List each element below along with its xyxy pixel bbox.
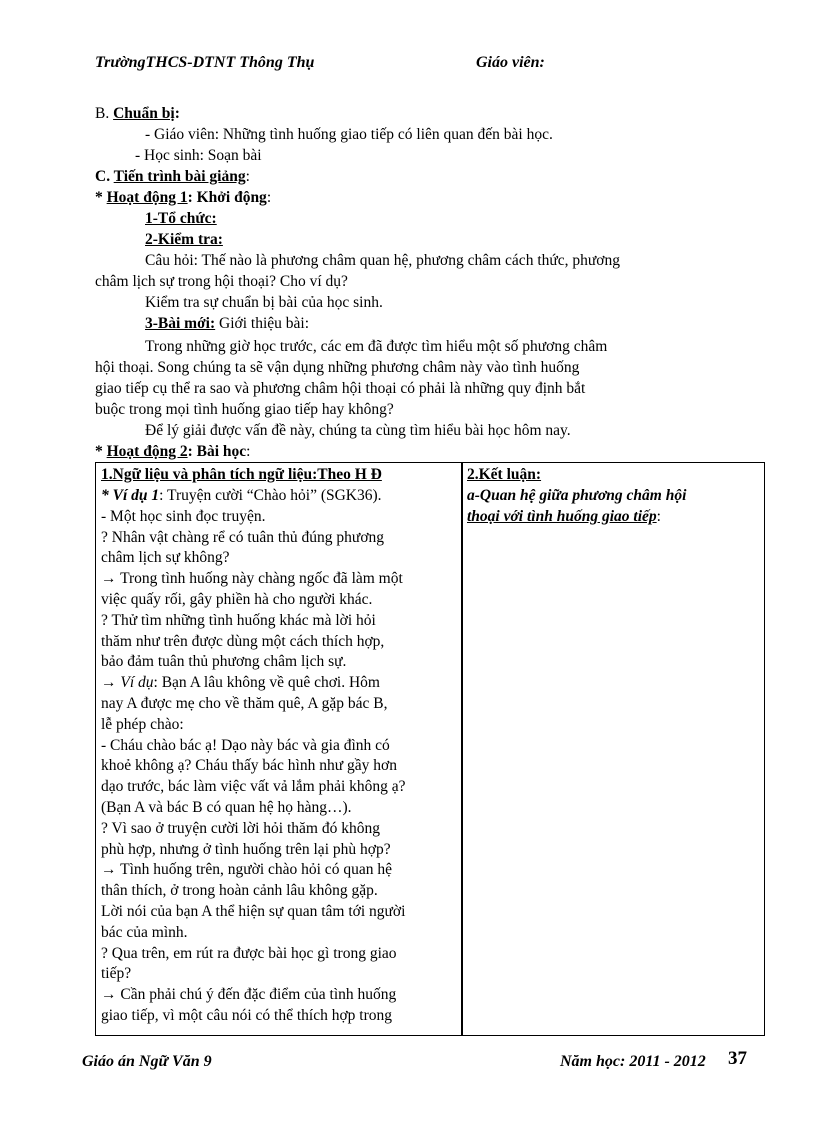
organization-heading: 1-Tổ chức: xyxy=(145,210,217,227)
intro-line-3: giao tiếp cụ thể ra sao và phương châm hội thoại có phải là những quy định bắt xyxy=(95,380,586,397)
table-left-line: giao tiếp, vì một câu nói có thể thích hợp trong xyxy=(101,1007,393,1024)
table-left-line: bảo đảm tuân thủ phương châm lịch sự. xyxy=(101,653,347,671)
check-heading: 2-Kiểm tra: xyxy=(145,231,223,248)
page-number: 37 xyxy=(728,1048,747,1069)
table-left-line: Lời nói của bạn A thể hiện sự quan tâm tới người xyxy=(101,903,406,920)
table-left-line: ? Thử tìm những tình huống khác mà lời hỏi xyxy=(101,611,376,629)
conclusion-subheading-line-1: a-Quan hệ giữa phương châm hội xyxy=(467,487,687,504)
new-lesson-heading: 3-Bài mới: Giới thiệu bài: xyxy=(145,315,310,332)
table-left-line: phù hợp, nhưng ở tình huống trên lại phù hợp? xyxy=(101,840,391,858)
table-left-line: châm lịch sự không? xyxy=(101,549,230,567)
prep-teacher: - Giáo viên: Những tình huống giao tiếp có liên quan đến bài học. xyxy=(145,126,553,143)
table-left-line: → Trong tình huống này chàng ngốc đã làm một xyxy=(101,570,403,588)
table-left-line: tiếp? xyxy=(101,965,132,983)
check-preparation: Kiểm tra sự chuẩn bị bài của học sinh. xyxy=(145,294,383,311)
table-left-line: → Tình huống trên, người chào hỏi có quan hệ xyxy=(101,861,392,879)
table-left-line: việc quấy rối, gây phiền hà cho người khác. xyxy=(101,591,373,608)
table-left-line: thăm như trên được dùng một cách thích hợp, xyxy=(101,632,385,650)
section-c-heading: C. Tiến trình bài giảng: xyxy=(95,168,250,185)
activity-2-heading: * Hoạt động 2: Bài học: xyxy=(95,443,251,460)
conclusion-subheading-line-2: thoại với tình huống giao tiếp: xyxy=(467,508,661,525)
table-left-line: lễ phép chào: xyxy=(101,715,184,733)
table-left-line: dạo trước, bác làm việc vất vả lắm phải không ạ? xyxy=(101,778,406,796)
intro-line-5: Để lý giải được vấn đề này, chúng ta cùng tìm hiểu bài học hôm nay. xyxy=(145,422,571,439)
table-left-line: → Ví dụ: Bạn A lâu không về quê chơi. Hôm xyxy=(101,674,380,692)
intro-line-4: buộc trong mọi tình huống giao tiếp hay không? xyxy=(95,401,394,418)
section-b-heading: B. Chuẩn bị: xyxy=(95,105,180,122)
table-left-line: thân thích, ở trong hoàn cảnh lâu không gặp. xyxy=(101,882,378,900)
table-left-line: - Một học sinh đọc truyện. xyxy=(101,507,266,525)
header-teacher: Giáo viên: xyxy=(476,54,545,71)
question-line-2: châm lịch sự trong hội thoại? Cho ví dụ? xyxy=(95,273,348,290)
table-left-line: * Ví dụ 1: Truyện cười “Chào hỏi” (SGK36). xyxy=(101,487,382,504)
table-left-line: - Cháu chào bác ạ! Dạo này bác và gia đình có xyxy=(101,736,390,754)
table-left-line: nay A được mẹ cho về thăm quê, A gặp bác B, xyxy=(101,695,388,712)
table-left-header: 1.Ngữ liệu và phân tích ngữ liệu:Theo H Đ xyxy=(101,466,382,483)
footer-school-year: Năm học: 2011 - 2012 xyxy=(560,1053,706,1070)
table-left-line: ? Qua trên, em rút ra được bài học gì trong giao xyxy=(101,944,397,962)
table-left-line: (Bạn A và bác B có quan hệ họ hàng…). xyxy=(101,799,352,816)
table-left-line: → Cần phải chú ý đến đặc điểm của tình huống xyxy=(101,986,397,1004)
intro-line-2: hội thoại. Song chúng ta sẽ vận dụng những phương châm này vào tình huống xyxy=(95,359,580,376)
prep-student: - Học sinh: Soạn bài xyxy=(135,147,262,164)
table-right-header: 2.Kết luận: xyxy=(467,466,542,483)
footer-lesson-plan: Giáo án Ngữ Văn 9 xyxy=(82,1053,212,1070)
intro-line-1: Trong những giờ học trước, các em đã được tìm hiểu một số phương châm xyxy=(145,338,608,355)
table-left-line: ? Nhân vật chàng rể có tuân thủ đúng phương xyxy=(101,528,385,546)
header-school: TrườngTHCS-DTNT Thông Thụ xyxy=(95,54,315,71)
table-left-line: bác của mình. xyxy=(101,923,188,941)
table-left-line: khoẻ không ạ? Cháu thấy bác hình như gầy hơn xyxy=(101,757,397,775)
activity-1-heading: * Hoạt động 1: Khởi động: xyxy=(95,189,272,206)
table-column-divider xyxy=(461,462,463,1036)
table-left-line: ? Vì sao ở truyện cười lời hỏi thăm đó không xyxy=(101,819,380,837)
question-line-1: Câu hỏi: Thế nào là phương châm quan hệ, phương châm cách thức, phương xyxy=(145,252,620,269)
